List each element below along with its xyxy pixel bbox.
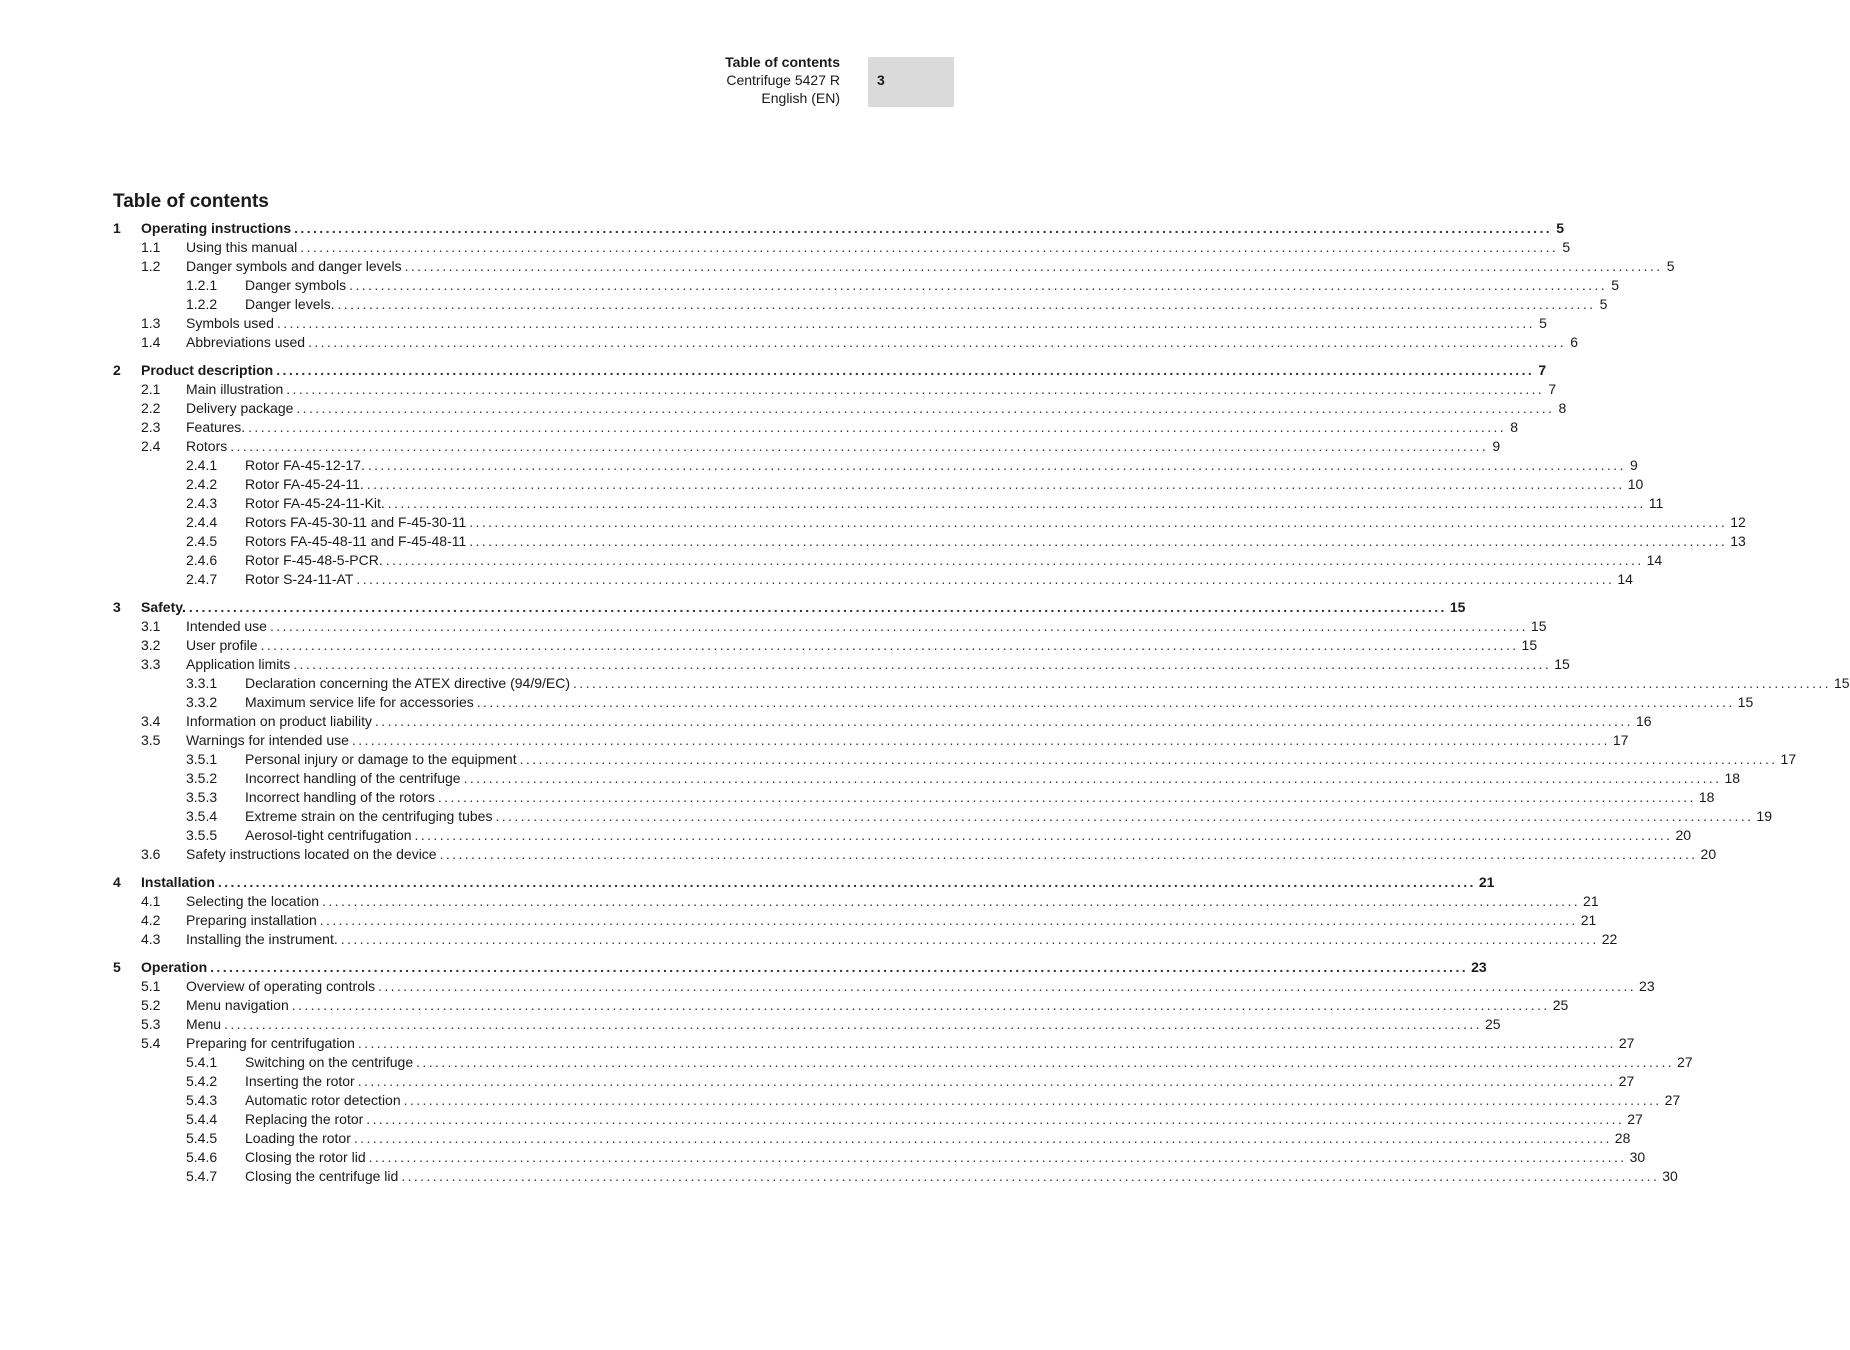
dot-leader: ........................................................................................................................................................................................................ [463,770,1722,786]
toc-entry-title: Extreme strain on the centrifuging tubes [245,808,493,824]
toc-entry-page: 27 [1618,1035,1635,1051]
toc-entry-page: 5 [1556,220,1565,236]
dot-leader: ........................................................................................................................................................................................................ [308,334,1567,350]
toc-entry-title: Rotor FA-45-12-17. [245,457,365,473]
toc-entry-page: 27 [1664,1092,1681,1108]
toc-subsection-entry[interactable] [113,456,1638,475]
toc-entry-number: 5.4.3 [186,1092,218,1108]
toc-entry-number: 3.5.1 [186,751,218,767]
toc-entry-number: 3.3.2 [186,694,218,710]
toc-subsection-entry[interactable] [113,570,1633,589]
dot-leader: ........................................................................................................................................................................................................ [469,533,1728,549]
toc-entry-page: 27 [1627,1111,1643,1127]
toc-entry-number: 1 [113,220,121,236]
toc-entry-number: 2.2 [141,400,161,416]
toc-subsection-entry[interactable] [113,1167,1678,1186]
toc-entry-number: 2.4 [141,438,161,454]
toc-entry-page: 8 [1558,400,1567,416]
toc-entry-title: Operating instructions [141,220,292,236]
toc-entry-page: 27 [1677,1054,1693,1070]
dot-leader: ........................................................................................................................................................................................................ [188,599,1447,615]
toc-entry-number: 1.4 [141,334,161,350]
toc-entry-page: 15 [1521,637,1538,653]
toc-section-entry[interactable] [113,911,1597,930]
toc-entry-title: Features. [186,419,246,435]
toc-entry-page: 9 [1629,457,1638,473]
dot-leader: ........................................................................................................................................................................................................ [387,495,1646,511]
toc-chapter-entry[interactable] [113,958,1487,977]
dot-leader: ........................................................................................................................................................................................................ [573,675,1831,691]
toc-entry-title: Intended use [186,618,267,634]
toc-entry-page: 28 [1614,1130,1631,1146]
dot-leader: ........................................................................................................................................................................................................ [368,1149,1627,1165]
toc-subsection-entry[interactable] [113,1148,1646,1167]
toc-entry-page: 5 [1611,277,1620,293]
toc-entry-number: 5.4.5 [186,1130,218,1146]
toc-entry-number: 2.4.5 [186,533,218,549]
toc-section-entry[interactable] [113,238,1571,257]
toc-entry-number: 4.3 [141,931,161,947]
dot-leader: ........................................................................................................................................................................................................ [294,220,1553,236]
toc-subsection-entry[interactable] [113,532,1746,551]
toc-entry-title: Danger levels. [245,296,335,312]
toc-entry-title: Warnings for intended use [186,732,349,748]
dot-leader: ........................................................................................................................................................................................................ [366,476,1625,492]
toc-chapter [113,958,1693,1186]
toc-entry-title: Closing the centrifuge lid [245,1168,399,1184]
toc-subsection-entry[interactable] [113,769,1741,788]
dot-leader: ........................................................................................................................................................................................................ [404,258,1663,274]
toc-entry-title: Preparing for centrifugation [186,1035,355,1051]
toc-section-entry[interactable] [113,380,1557,399]
toc-chapter-entry[interactable] [113,873,1495,892]
toc-entry-number: 5.4.1 [186,1054,218,1070]
toc-subsection-entry[interactable] [113,674,1850,693]
toc-entry-page: 13 [1730,533,1746,549]
toc-entry-number: 2.4.4 [186,514,218,530]
toc-entry-title: Danger symbols [245,277,347,293]
dot-leader: ........................................................................................................................................................................................................ [476,694,1735,710]
toc-entry-title: Overview of operating controls [186,978,376,994]
toc-section-entry[interactable] [113,617,1547,636]
toc-entry-title: Personal injury or damage to the equipment [245,751,517,767]
toc-entry-page: 15 [1737,694,1754,710]
toc-subsection-entry[interactable] [113,788,1715,807]
dot-leader: ........................................................................................................................................................................................................ [340,931,1599,947]
toc-entry-number: 4.2 [141,912,161,928]
toc-entry-page: 15 [1554,656,1570,672]
dot-leader: ........................................................................................................................................................................................................ [469,514,1728,530]
toc-subsection-entry[interactable] [113,295,1608,314]
dot-leader: ........................................................................................................................................................................................................ [401,1168,1660,1184]
toc-subsection-entry[interactable] [113,513,1746,532]
toc-entry-page: 21 [1478,874,1495,890]
toc-subsection-entry[interactable] [113,750,1797,769]
toc-entry-title: Symbols used [186,315,274,331]
toc-entry-page: 14 [1617,571,1633,587]
dot-leader: ........................................................................................................................................................................................................ [230,438,1489,454]
dot-leader: ........................................................................................................................................................................................................ [367,457,1626,473]
toc-subsection-entry[interactable] [113,1053,1693,1072]
dot-leader: ........................................................................................................................................................................................................ [353,1130,1612,1146]
toc-entry-title: Installation [141,874,215,890]
header-title: Table of contents [725,54,840,70]
toc-entry-title: Closing the rotor lid [245,1149,366,1165]
toc-entry-page: 15 [1833,675,1850,691]
dot-leader: ........................................................................................................................................................................................................ [224,1016,1482,1032]
dot-leader: ........................................................................................................................................................................................................ [356,571,1615,587]
toc-entry-page: 10 [1627,476,1644,492]
toc-entry-title: Rotor FA-45-24-11. [245,476,364,492]
toc-chapter [113,598,1850,864]
toc-entry-page: 30 [1662,1168,1678,1184]
toc-entry-number: 3.5.5 [186,827,218,843]
running-header [725,53,840,107]
toc-entry-title: Danger symbols and danger levels [186,258,402,274]
dot-leader: ........................................................................................................................................................................................................ [385,552,1644,568]
toc-entry-page: 22 [1601,931,1618,947]
toc-entry-number: 3.2 [141,637,161,653]
toc-section-entry[interactable] [113,655,1570,674]
toc-subsection-entry[interactable] [113,551,1663,570]
toc-entry-page: 18 [1698,789,1715,805]
toc-entry-page: 8 [1510,419,1519,435]
toc-section-entry[interactable] [113,1034,1635,1053]
toc-chapter [113,873,1618,949]
toc-entry-number: 4.1 [141,893,161,909]
toc-entry-number: 3.5.2 [186,770,218,786]
toc-subsection-entry[interactable] [113,494,1664,513]
toc-entry-title: Safety. [141,599,186,615]
page-number: 3 [877,72,885,88]
toc-entry-number: 3.4 [141,713,161,729]
toc-entry-page: 9 [1492,438,1501,454]
toc-entry-page: 11 [1648,495,1664,511]
toc-entry-number: 2.4.1 [186,457,218,473]
toc-subsection-entry[interactable] [113,1091,1681,1110]
dot-leader: ........................................................................................................................................................................................................ [416,1054,1675,1070]
toc-entry-title: Installing the instrument. [186,931,338,947]
toc-section-entry[interactable] [113,977,1655,996]
toc-entry-page: 15 [1530,618,1547,634]
toc-subsection-entry[interactable] [113,693,1754,712]
toc-entry-number: 5 [113,959,121,975]
dot-leader: ........................................................................................................................................................................................................ [286,381,1545,397]
toc-entry-number: 2 [113,362,121,378]
toc-entry-title: Rotor F-45-48-5-PCR. [245,552,383,568]
toc-entry-title: Product description [141,362,274,378]
toc-entry-page: 14 [1646,552,1663,568]
dot-leader: ........................................................................................................................................................................................................ [378,978,1637,994]
toc-section-entry[interactable] [113,399,1567,418]
toc-section-entry[interactable] [113,418,1519,437]
toc-subsection-entry[interactable] [113,807,1772,826]
toc-entry-title: Rotors FA-45-30-11 and F-45-30-11 [245,514,467,530]
toc-chapter-entry[interactable] [113,361,1547,380]
toc-entry-page: 25 [1484,1016,1501,1032]
dot-leader: ........................................................................................................................................................................................................ [519,751,1778,767]
toc-entry-number: 1.3 [141,315,161,331]
toc-entry-page: 23 [1639,978,1655,994]
toc-chapter [113,219,1675,352]
dot-leader: ........................................................................................................................................................................................................ [375,713,1633,729]
toc-entry-page: 21 [1580,912,1597,928]
toc-entry-title: Inserting the rotor [245,1073,355,1089]
dot-leader: ........................................................................................................................................................................................................ [351,732,1610,748]
toc-entry-number: 3.5.3 [186,789,218,805]
header-product: Centrifuge 5427 R [726,72,840,88]
toc-entry-page: 21 [1583,893,1599,909]
toc-entry-number: 2.4.2 [186,476,218,492]
toc-entry-number: 3.3.1 [186,675,218,691]
toc-entry-title: Rotor FA-45-24-11-Kit. [245,495,385,511]
table-of-contents [113,219,1850,1195]
toc-entry-number: 5.4.4 [186,1111,218,1127]
dot-leader: ........................................................................................................................................................................................................ [248,419,1507,435]
toc-entry-number: 5.4 [141,1035,161,1051]
toc-heading: Table of contents [113,191,269,212]
dot-leader: ........................................................................................................................................................................................................ [349,277,1608,293]
toc-subsection-entry[interactable] [113,1110,1643,1129]
toc-entry-title: Rotors [186,438,228,454]
toc-entry-page: 19 [1756,808,1772,824]
toc-entry-title: Menu navigation [186,997,289,1013]
toc-entry-page: 12 [1730,514,1746,530]
toc-section-entry[interactable] [113,892,1599,911]
toc-entry-number: 5.4.7 [186,1168,218,1184]
toc-entry-page: 27 [1618,1073,1635,1089]
dot-leader: ........................................................................................................................................................................................................ [300,239,1559,255]
dot-leader: ........................................................................................................................................................................................................ [366,1111,1625,1127]
dot-leader: ........................................................................................................................................................................................................ [217,874,1476,890]
toc-entry-title: Main illustration [186,381,284,397]
dot-leader: ........................................................................................................................................................................................................ [260,637,1519,653]
dot-leader: ........................................................................................................................................................................................................ [437,789,1696,805]
toc-entry-title: Menu [186,1016,222,1032]
toc-entry-number: 2.4.3 [186,495,218,511]
dot-leader: ........................................................................................................................................................................................................ [357,1035,1616,1051]
toc-entry-number: 1.2 [141,258,161,274]
toc-entry-number: 5.1 [141,978,161,994]
toc-entry-number: 1.2.1 [186,277,218,293]
toc-entry-title: Automatic rotor detection [245,1092,401,1108]
toc-entry-number: 3.3 [141,656,161,672]
toc-entry-number: 3.1 [141,618,161,634]
toc-entry-number: 5.3 [141,1016,161,1032]
toc-entry-page: 25 [1552,997,1569,1013]
toc-section-entry[interactable] [113,731,1629,750]
dot-leader: ........................................................................................................................................................................................................ [495,808,1754,824]
toc-entry-title: Incorrect handling of the rotors [245,789,435,805]
toc-subsection-entry[interactable] [113,276,1620,295]
toc-entry-title: Abbreviations used [186,334,306,350]
dot-leader: ........................................................................................................................................................................................................ [439,846,1698,862]
toc-entry-number: 3.5 [141,732,161,748]
toc-entry-title: Loading the rotor [245,1130,351,1146]
toc-entry-page: 5 [1599,296,1608,312]
dot-leader: ........................................................................................................................................................................................................ [269,618,1528,634]
toc-entry-title: Preparing installation [186,912,317,928]
dot-leader: ........................................................................................................................................................................................................ [322,893,1581,909]
toc-entry-title: Rotor S-24-11-AT [245,571,354,587]
toc-entry-title: Operation [141,959,208,975]
toc-section-entry[interactable] [113,712,1652,731]
toc-entry-title: Application limits [186,656,291,672]
toc-entry-number: 3.6 [141,846,161,862]
toc-entry-number: 5.2 [141,997,161,1013]
toc-entry-page: 5 [1562,239,1571,255]
toc-entry-number: 2.4.6 [186,552,218,568]
toc-section-entry[interactable] [113,333,1579,352]
dot-leader: ........................................................................................................................................................................................................ [210,959,1469,975]
toc-entry-number: 2.4.7 [186,571,218,587]
toc-entry-page: 20 [1700,846,1717,862]
toc-entry-title: Using this manual [186,239,298,255]
toc-entry-title: Incorrect handling of the centrifuge [245,770,461,786]
toc-section-entry[interactable] [113,437,1501,456]
toc-entry-title: Safety instructions located on the device [186,846,437,862]
toc-entry-page: 20 [1675,827,1692,843]
toc-entry-page: 16 [1635,713,1652,729]
toc-subsection-entry[interactable] [113,1072,1635,1091]
dot-leader: ........................................................................................................................................................................................................ [414,827,1673,843]
toc-entry-number: 4 [113,874,121,890]
toc-entry-number: 1.2.2 [186,296,218,312]
toc-section-entry[interactable] [113,930,1618,949]
toc-entry-title: Information on product liability [186,713,372,729]
toc-entry-page: 6 [1570,334,1579,350]
toc-section-entry[interactable] [113,636,1538,655]
toc-entry-title: Replacing the rotor [245,1111,364,1127]
toc-entry-title: Aerosol-tight centrifugation [245,827,412,843]
dot-leader: ........................................................................................................................................................................................................ [276,315,1535,331]
toc-entry-title: Rotors FA-45-48-11 and F-45-48-11 [245,533,467,549]
dot-leader: ........................................................................................................................................................................................................ [403,1092,1662,1108]
toc-subsection-entry[interactable] [113,826,1692,845]
dot-leader: ........................................................................................................................................................................................................ [357,1073,1616,1089]
toc-chapter-entry[interactable] [113,598,1466,617]
dot-leader: ........................................................................................................................................................................................................ [291,997,1550,1013]
toc-entry-number: 3 [113,599,121,615]
toc-section-entry[interactable] [113,257,1675,276]
dot-leader: ........................................................................................................................................................................................................ [276,362,1535,378]
toc-section-entry[interactable] [113,314,1547,333]
toc-entry-number: 5.4.2 [186,1073,218,1089]
toc-entry-title: Maximum service life for accessories [245,694,474,710]
toc-chapter-entry[interactable] [113,219,1565,238]
toc-entry-page: 17 [1780,751,1797,767]
toc-entry-page: 5 [1666,258,1675,274]
page-number-tab [868,57,954,107]
toc-entry-page: 7 [1538,362,1547,378]
toc-entry-page: 5 [1539,315,1547,331]
toc-entry-page: 17 [1612,732,1629,748]
toc-section-entry[interactable] [113,1015,1501,1034]
dot-leader: ........................................................................................................................................................................................................ [293,656,1552,672]
toc-entry-page: 30 [1629,1149,1646,1165]
dot-leader: ........................................................................................................................................................................................................ [296,400,1555,416]
toc-entry-number: 2.1 [141,381,161,397]
toc-entry-number: 2.3 [141,419,161,435]
header-language: English (EN) [761,90,840,106]
toc-entry-page: 15 [1449,599,1466,615]
toc-entry-title: Delivery package [186,400,294,416]
toc-entry-title: User profile [186,637,258,653]
toc-subsection-entry[interactable] [113,475,1644,494]
toc-entry-number: 3.5.4 [186,808,218,824]
toc-subsection-entry[interactable] [113,1129,1631,1148]
toc-entry-title: Switching on the centrifuge [245,1054,414,1070]
toc-section-entry[interactable] [113,996,1569,1015]
dot-leader: ........................................................................................................................................................................................................ [319,912,1578,928]
toc-entry-page: 18 [1724,770,1741,786]
toc-entry-title: Declaration concerning the ATEX directive (94/9/EC) [245,675,571,691]
toc-entry-number: 5.4.6 [186,1149,218,1165]
dot-leader: ........................................................................................................................................................................................................ [337,296,1596,312]
toc-entry-title: Selecting the location [186,893,320,909]
toc-entry-number: 1.1 [141,239,161,255]
toc-chapter [113,361,1746,589]
toc-entry-page: 23 [1471,959,1487,975]
toc-section-entry[interactable] [113,845,1717,864]
toc-entry-page: 7 [1548,381,1557,397]
